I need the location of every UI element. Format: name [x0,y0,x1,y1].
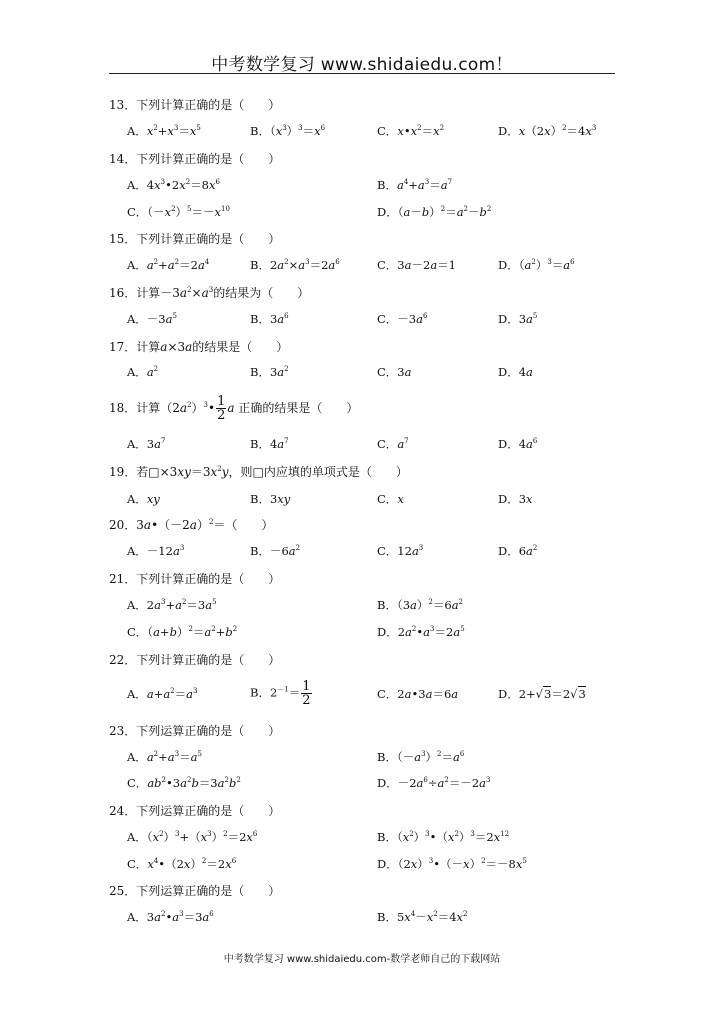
q13-option-b: B．$(x^3)^3=x^6$ [250,124,326,138]
q19-option-a: A．xy [127,492,160,506]
q20-option-c: C．$12a^3$ [377,544,424,558]
q14-option-a: A．$4x^3•2x^2=8x^6$ [127,178,220,192]
q16-option-c: C．$-3a^6$ [377,312,428,326]
q16-option-d: D．$3a^5$ [498,312,538,326]
question-16: 16．计算$-3a^2\times a^3$的结果为（ ） [109,286,310,300]
q24-option-d: D．$(2x)^3•(-x)^2=-8x^5$ [377,857,527,871]
q15-option-b: B．$2a^2\times a^3=2a^6$ [250,258,340,272]
q18-option-d: D．$4a^6$ [498,437,538,451]
q22-option-d: D．2+√3＝2√3 [498,687,586,701]
q18-option-b: B．$4a^7$ [250,437,289,451]
q15-option-a: A．$a^2+a^2=2a^4$ [127,258,210,272]
q14-option-c: C．$(-x^2)^5=-x^{10}$ [127,205,230,219]
q18-option-a: A．$3a^7$ [127,437,166,451]
q21-option-d: D．$2a^2•a^3=2a^5$ [377,625,465,639]
q24-option-b: B．$(x^2)^3•(x^2)^3=2x^{12}$ [377,830,510,844]
page-header: 中考数学复习 www.shidaiedu.com！ [211,55,513,75]
q15-option-d: D．$(a^2)^3=a^6$ [498,258,575,272]
q23-option-c: C．$ab^2•3a^2b=3a^2b^2$ [127,776,241,790]
q22-option-b: B．$2^{-1}=$ $\frac{1}{2}$ [250,679,311,708]
q19-option-c: C．x [377,492,404,506]
question-15: 15．下列计算正确的是（ ） [109,232,281,246]
question-18: 18．计算$(2a^2)^3•$ $\frac{1}{2}$ a 正确的结果是（ ） [109,394,359,423]
question-25: 25．下列运算正确的是（ ） [109,884,281,898]
q17-option-c: C．3a [377,365,412,379]
q21-option-a: A．$2a^3+a^2=3a^5$ [127,598,217,612]
q13-option-c: C．$x•x^2=x^2$ [377,124,445,138]
q19-option-b: B．3xy [250,492,291,506]
q14-option-b: B．$a^4+a^3=a^7$ [377,178,453,192]
q23-option-d: D．$-2a^6\div a^2=-2a^3$ [377,776,491,790]
q23-option-a: A．$a^2+a^3=a^5$ [127,750,202,764]
question-20: 20．$3a•(-2a)^2=$（ ） [109,518,274,532]
question-14: 14．下列计算正确的是（ ） [109,152,281,166]
q23-option-b: B．$(-a^3)^2=a^6$ [377,750,465,764]
q25-option-b: B．$5x^4-x^2=4x^2$ [377,910,468,924]
q16-option-a: A．$-3a^5$ [127,312,177,326]
header-rule [109,73,615,74]
q13-option-d: D．$x(2x)^2=4x^3$ [498,124,597,138]
q20-option-a: A．$-12a^3$ [127,544,185,558]
q24-option-c: C．$x^4•(2x)^2=2x^6$ [127,857,237,871]
q17-option-b: B．$3a^2$ [250,365,289,379]
q21-option-c: C．$(a+b)^2=a^2+b^2$ [127,625,238,639]
question-23: 23．下列运算正确的是（ ） [109,724,281,738]
question-17: 17．计算a×3a的结果是（ ） [109,340,289,354]
question-19: 19．若$□\times 3xy=3x^2y$，则□内应填的单项式是（ ） [109,465,408,479]
question-13: 13．下列计算正确的是（ ） [109,98,281,112]
q15-option-c: C．3a－2a＝1 [377,258,456,272]
q21-option-b: B．$(3a)^2=6a^2$ [377,598,464,612]
q16-option-b: B．$3a^6$ [250,312,289,326]
question-21: 21．下列计算正确的是（ ） [109,572,281,586]
q22-option-c: C．2a•3a＝6a [377,687,459,701]
q13-option-a: A．$x^2+x^3=x^5$ [127,124,201,138]
question-22: 22．下列计算正确的是（ ） [109,653,281,667]
q20-option-b: B．$-6a^2$ [250,544,301,558]
q20-option-d: D．$6a^2$ [498,544,538,558]
q14-option-d: D．$(a-b)^2=a^2-b^2$ [377,205,492,219]
fraction-one-half-b: $\frac{1}{2}$ [302,679,311,708]
q25-option-a: A．$3a^2•a^3=3a^6$ [127,910,214,924]
q17-option-d: D．4a [498,365,533,379]
question-24: 24．下列运算正确的是（ ） [109,804,281,818]
q19-option-d: D．3x [498,492,533,506]
page-footer: 中考数学复习 www.shidaiedu.com-数学老师自己的下载网站 [223,954,501,965]
q22-option-a: A．$a+a^2=a^3$ [127,687,198,701]
q18-option-c: C．$a^7$ [377,437,409,451]
fraction-one-half: $\frac{1}{2}$ [217,394,226,423]
q17-option-a: A．$a^2$ [127,365,159,379]
q24-option-a: A．$(x^2)^3+(x^3)^2=2x^6$ [127,830,258,844]
